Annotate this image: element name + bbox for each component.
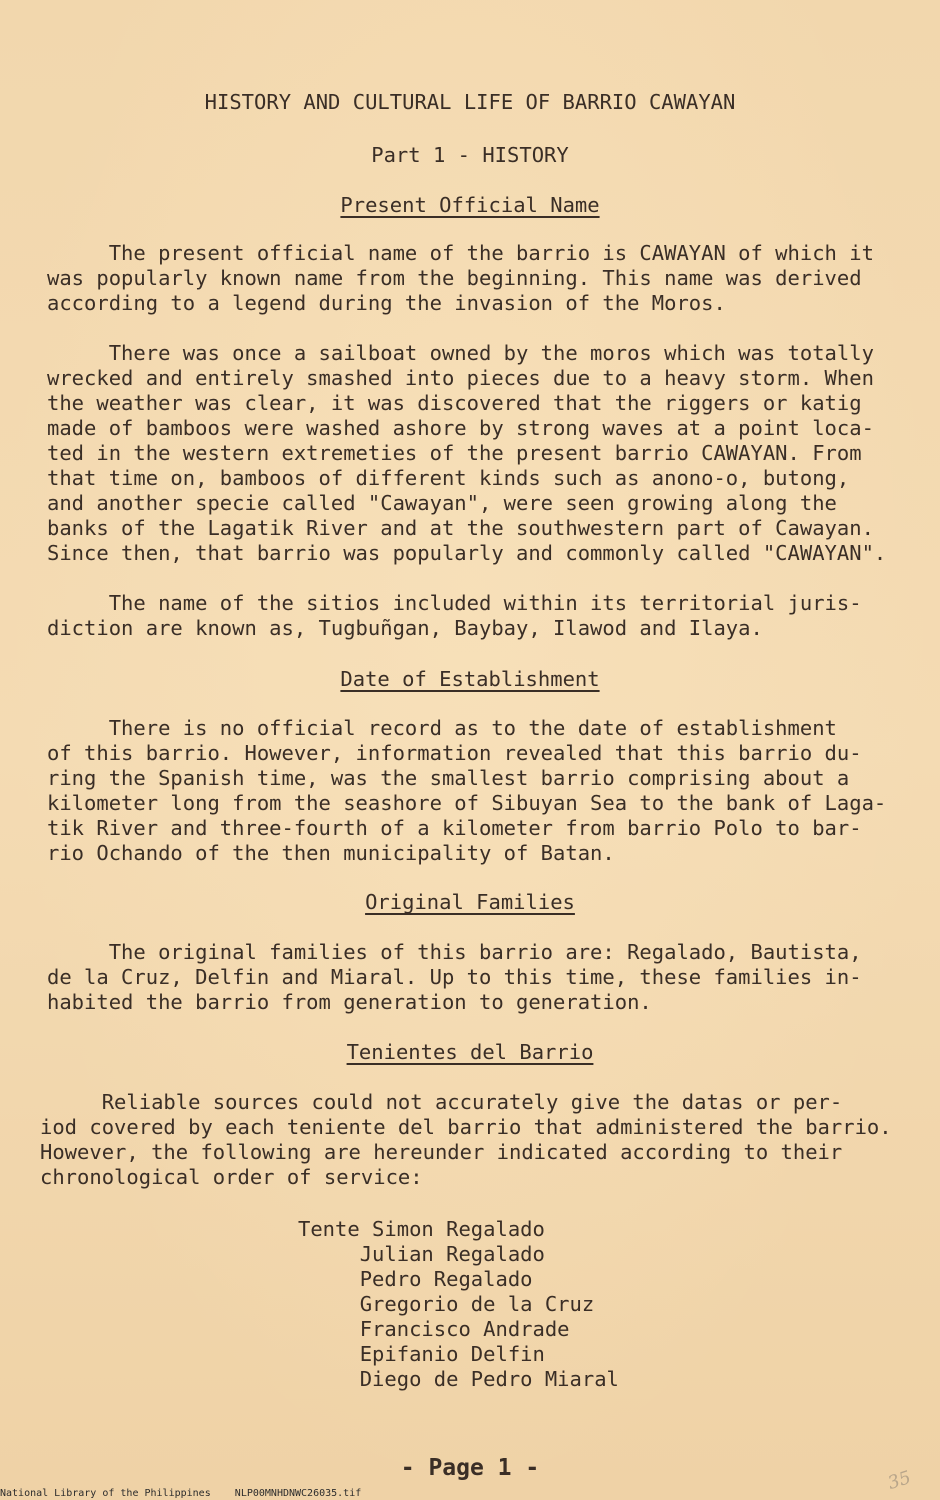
paragraph-line: Since then, that barrio was popularly and commonly called "CAWAYAN".	[47, 541, 887, 565]
part-heading: Part 1 - HISTORY	[371, 143, 569, 167]
paragraph-line: There was once a sailboat owned by the moros which was totally	[47, 341, 874, 365]
section-heading-families: Original Families	[365, 890, 575, 914]
paragraph-line: The original families of this barrio are: Regalado, Bautista,	[47, 940, 862, 964]
paragraph-line: However, the following are hereunder indicated according to their	[40, 1140, 843, 1164]
paragraph-line: tik River and three-fourth of a kilometer from barrio Polo to bar-	[47, 816, 862, 840]
section-heading-tenientes: Tenientes del Barrio	[346, 1040, 594, 1064]
paragraph-line: iod covered by each teniente del barrio that administered the barrio.	[40, 1115, 892, 1139]
paragraph-line: chronological order of service:	[40, 1165, 423, 1189]
paragraph-line: habited the barrio from generation to generation.	[47, 990, 652, 1014]
paragraph-line: according to a legend during the invasion of the Moros.	[47, 291, 726, 315]
paragraph-line: The present official name of the barrio is CAWAYAN of which it	[47, 241, 874, 265]
archive-footer: National Library of the Philippines NLP00MNHDNWC26035.tif	[0, 1488, 362, 1499]
teniente-list-item: Epifanio Delfin	[298, 1342, 545, 1366]
paragraph-line: ted in the western extremeties of the present barrio CAWAYAN. From	[47, 441, 862, 465]
paragraph-line: rio Ochando of the then municipality of Batan.	[47, 841, 615, 865]
teniente-list-item: Julian Regalado	[298, 1242, 545, 1266]
teniente-list-item: Gregorio de la Cruz	[298, 1292, 595, 1316]
paragraph-line: made of bamboos were washed ashore by strong waves at a point loca-	[47, 416, 874, 440]
paragraph-line: the weather was clear, it was discovered that the riggers or katig	[47, 391, 862, 415]
handwritten-page-mark: 35	[885, 1466, 914, 1495]
paragraph-line: Reliable sources could not accurately give the datas or per-	[40, 1090, 843, 1114]
paragraph-line: kilometer long from the seashore of Sibuyan Sea to the bank of Laga-	[47, 791, 887, 815]
paragraph-line: of this barrio. However, information revealed that this barrio du-	[47, 741, 862, 765]
paragraph-line: The name of the sitios included within its territorial juris-	[47, 591, 862, 615]
paragraph-line: de la Cruz, Delfin and Miaral. Up to this time, these families in-	[47, 965, 862, 989]
section-heading-official-name: Present Official Name	[340, 193, 600, 217]
section-heading-establishment: Date of Establishment	[340, 667, 600, 691]
document-title: HISTORY AND CULTURAL LIFE OF BARRIO CAWAYAN	[204, 90, 736, 114]
paragraph-line: was popularly known name from the beginning. This name was derived	[47, 266, 862, 290]
paragraph-line: There is no official record as to the date of establishment	[47, 716, 837, 740]
paragraph-line: that time on, bamboos of different kinds such as anono-o, butong,	[47, 466, 850, 490]
paragraph-line: wrecked and entirely smashed into pieces due to a heavy storm. When	[47, 366, 874, 390]
paragraph-line: ring the Spanish time, was the smallest barrio comprising about a	[47, 766, 850, 790]
teniente-list-item: Diego de Pedro Miaral	[298, 1367, 619, 1391]
teniente-list-item: Pedro Regalado	[298, 1267, 533, 1291]
paragraph-line: and another specie called "Cawayan", were seen growing along the	[47, 491, 837, 515]
teniente-list-item: Tente Simon Regalado	[298, 1217, 545, 1241]
page-number: - Page 1 -	[400, 1455, 540, 1481]
paragraph-line: diction are known as, Tugbuñgan, Baybay, Ilawod and Ilaya.	[47, 616, 763, 640]
teniente-list-item: Francisco Andrade	[298, 1317, 570, 1341]
paragraph-line: banks of the Lagatik River and at the southwestern part of Cawayan.	[47, 516, 874, 540]
